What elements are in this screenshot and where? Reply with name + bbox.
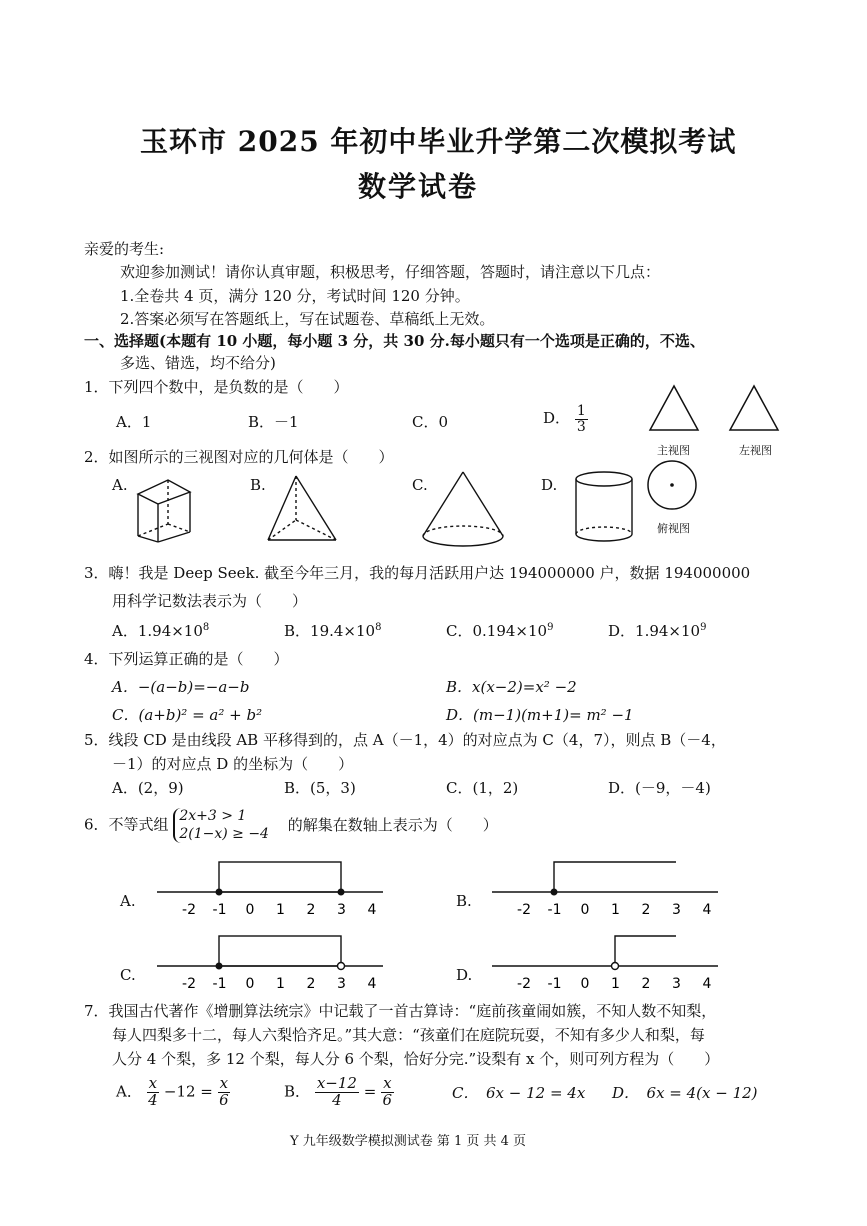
q3-b-exp: 8 xyxy=(375,622,382,633)
q5-option-c[interactable]: C．(1，2) xyxy=(446,779,519,797)
number-line-d xyxy=(490,930,722,996)
axis-tick-label: 1 xyxy=(611,902,620,918)
q1-option-b[interactable]: B．－1 xyxy=(248,413,299,431)
q7-b-num2: x xyxy=(383,1074,392,1092)
q7-b-num: x−12 xyxy=(316,1074,357,1092)
axis-tick-label: 3 xyxy=(672,902,681,918)
front-view-triangle xyxy=(648,384,700,434)
q3-b-base: B．19.4×10 xyxy=(284,622,376,640)
q5-option-d[interactable]: D．(－9，－4) xyxy=(608,779,711,797)
q6-stem-pre: 6．不等式组 xyxy=(84,815,169,834)
page-footer: Y 九年级数学模拟测试卷 第 1 页 共 4 页 xyxy=(290,1134,527,1149)
q7-b-den: 4 xyxy=(332,1090,342,1109)
q1-stem: 1．下列四个数中，是负数的是（ ） xyxy=(84,378,349,396)
q7-line-2: 每人四梨多十二，每人六梨恰齐足。”其大意：“孩童们在庭院玩耍，不知有多少人和梨，每 xyxy=(112,1026,705,1044)
q6-option-d[interactable]: D. xyxy=(456,966,473,984)
q5-option-a[interactable]: A．(2，9) xyxy=(112,779,184,797)
number-line-b xyxy=(490,856,722,922)
q4-option-c[interactable]: C．(a+b)² = a² + b² xyxy=(112,706,263,724)
q7-line-3: 人分 4 个梨，多 12 个梨，每人分 6 个梨，恰好分完.”设梨有 x 个，则可列方程为（ ） xyxy=(112,1050,720,1068)
axis-tick-label: 4 xyxy=(367,976,377,992)
q1-option-d[interactable] xyxy=(543,404,588,434)
axis-tick-label: 3 xyxy=(337,902,346,918)
q2-option-c[interactable]: C. xyxy=(412,476,428,494)
q3-stem-cont: 用科学记数法表示为（ ） xyxy=(112,592,308,610)
axis-tick-label: 4 xyxy=(702,902,712,918)
axis-tick-label: -1 xyxy=(212,976,227,992)
left-view-triangle xyxy=(728,384,780,434)
q4-stem: 4．下列运算正确的是（ ） xyxy=(84,650,289,668)
q7-b-mid: = xyxy=(363,1082,377,1101)
exam-subtitle: 数学试卷 xyxy=(358,170,479,203)
axis-tick-label: 2 xyxy=(641,976,651,992)
axis-tick-label: 0 xyxy=(580,976,590,992)
q3-option-d[interactable] xyxy=(608,620,706,641)
q7-b-label: B． xyxy=(284,1082,311,1101)
q4-option-d[interactable]: D．(m−1)(m+1)= m² −1 xyxy=(446,706,634,724)
q2-option-a[interactable]: A. xyxy=(112,476,128,494)
q1-d-numerator: 1 xyxy=(576,403,586,419)
q7-a-den: 4 xyxy=(148,1090,158,1109)
q3-c-exp: 9 xyxy=(547,622,554,633)
q4-option-b[interactable]: B．x(x−2)=x² −2 xyxy=(446,678,577,696)
axis-tick-label: 0 xyxy=(245,976,255,992)
top-view-circle xyxy=(646,459,698,511)
axis-tick-label: 3 xyxy=(672,976,681,992)
q1-option-c[interactable]: C．0 xyxy=(412,413,449,431)
q5-stem-cont: －1）的对应点 D 的坐标为（ ） xyxy=(112,755,354,773)
q3-c-base: C．0.194×10 xyxy=(446,622,548,640)
q7-a-label: A． xyxy=(116,1082,142,1101)
top-view-label: 俯视图 xyxy=(657,522,690,535)
q7-a-den2: 6 xyxy=(219,1090,229,1109)
q5-option-b[interactable]: B．(5，3) xyxy=(284,779,356,797)
q3-option-c[interactable] xyxy=(446,620,553,641)
inequality-system xyxy=(173,808,269,843)
front-view-label: 主视图 xyxy=(657,444,690,457)
q7-option-b[interactable] xyxy=(284,1076,394,1109)
axis-tick-label: 3 xyxy=(337,976,346,992)
q7-a-mid: −12 = xyxy=(163,1082,213,1101)
left-view-label: 左视图 xyxy=(739,444,772,457)
q7-line-1: 7．我国古代著作《增删算法统宗》中记载了一首古算诗：“庭前孩童闹如簇，不知人数不知梨， xyxy=(84,1002,717,1020)
axis-tick-label: 1 xyxy=(276,976,285,992)
axis-tick-label: -1 xyxy=(212,902,227,918)
q7-a-num: x xyxy=(148,1074,158,1092)
axis-tick-label: 4 xyxy=(367,902,377,918)
q2-option-b[interactable]: B. xyxy=(250,476,266,494)
q7-option-a[interactable] xyxy=(116,1076,230,1109)
axis-tick-label: 1 xyxy=(611,976,620,992)
q7-a-num2: x xyxy=(219,1074,229,1092)
q3-d-exp: 9 xyxy=(700,622,707,633)
inequality-2: 2(1−x) ≥ −4 xyxy=(179,825,269,842)
q6-stem xyxy=(84,808,498,843)
q7-option-d[interactable]: D． 6x = 4(x − 12) xyxy=(612,1084,758,1102)
axis-tick-label: 2 xyxy=(306,902,316,918)
prism-figure xyxy=(134,478,194,544)
axis-tick-label: -2 xyxy=(182,902,196,918)
q6-option-a[interactable]: A. xyxy=(120,892,136,910)
axis-tick-label: 0 xyxy=(245,902,255,918)
q1-option-a[interactable]: A．1 xyxy=(116,413,152,431)
cone-figure xyxy=(420,470,506,550)
q1-d-denominator: 3 xyxy=(576,418,586,435)
q1-option-d-label: D． xyxy=(543,409,571,428)
q3-a-base: A．1.94×10 xyxy=(112,622,203,640)
axis-tick-label: 0 xyxy=(580,902,590,918)
axis-tick-label: -1 xyxy=(547,976,562,992)
axis-tick-label: 2 xyxy=(306,976,316,992)
q3-d-base: D．1.94×10 xyxy=(608,622,701,640)
section-heading: 一、选择题(本题有 10 小题，每小题 3 分，共 30 分.每小题只有一个选项是正确的，不选、 xyxy=(84,332,705,350)
welcome-text: 欢迎参加测试！请你认真审题，积极思考，仔细答题，答题时，请注意以下几点： xyxy=(120,263,661,281)
exam-title: 玉环市 2025 年初中毕业升学第二次模拟考试 xyxy=(140,125,737,158)
pyramid-figure xyxy=(266,474,338,544)
q2-stem: 2．如图所示的三视图对应的几何体是（ ） xyxy=(84,448,394,466)
inequality-1: 2x+3 > 1 xyxy=(179,808,247,824)
axis-tick-label: 2 xyxy=(641,902,651,918)
number-line-c xyxy=(155,930,387,996)
q3-option-a[interactable] xyxy=(112,620,209,641)
number-line-a xyxy=(155,856,387,922)
axis-tick-label: 4 xyxy=(702,976,712,992)
q6-stem-post: 的解集在数轴上表示为（ ） xyxy=(287,815,498,834)
q3-a-exp: 8 xyxy=(202,622,210,633)
axis-tick-label: -1 xyxy=(547,902,562,918)
note-2: 2.答案必须写在答题纸上，写在试题卷、草稿纸上无效。 xyxy=(120,310,495,328)
q5-stem: 5．线段 CD 是由线段 AB 平移得到的，点 A（－1，4）的对应点为 C（4，7），则点 B（－4， xyxy=(84,731,726,749)
q2-option-d[interactable]: D. xyxy=(541,476,558,494)
axis-tick-label: 1 xyxy=(276,902,285,918)
q7-b-den2: 6 xyxy=(382,1090,393,1109)
axis-tick-label: -2 xyxy=(517,902,531,918)
axis-tick-label: -2 xyxy=(517,976,531,992)
q3-stem: 3．嗨！我是 Deep Seek. 截至今年三月，我的每月活跃用户达 194000000 户，数据 194000000 xyxy=(84,564,751,582)
q4-option-a[interactable]: A．−(a−b)=−a−b xyxy=(112,678,250,696)
q3-option-b[interactable] xyxy=(284,620,381,641)
q7-option-c[interactable]: C． 6x − 12 = 4x xyxy=(452,1084,586,1102)
q6-option-b[interactable]: B. xyxy=(456,892,472,910)
section-heading-cont: 多选、错选，均不给分) xyxy=(120,354,276,372)
cylinder-figure xyxy=(574,470,634,546)
note-1: 1.全卷共 4 页，满分 120 分，考试时间 120 分钟。 xyxy=(120,287,470,305)
axis-tick-label: -2 xyxy=(182,976,196,992)
greeting: 亲爱的考生: xyxy=(84,240,165,258)
q6-option-c[interactable]: C. xyxy=(120,966,136,984)
